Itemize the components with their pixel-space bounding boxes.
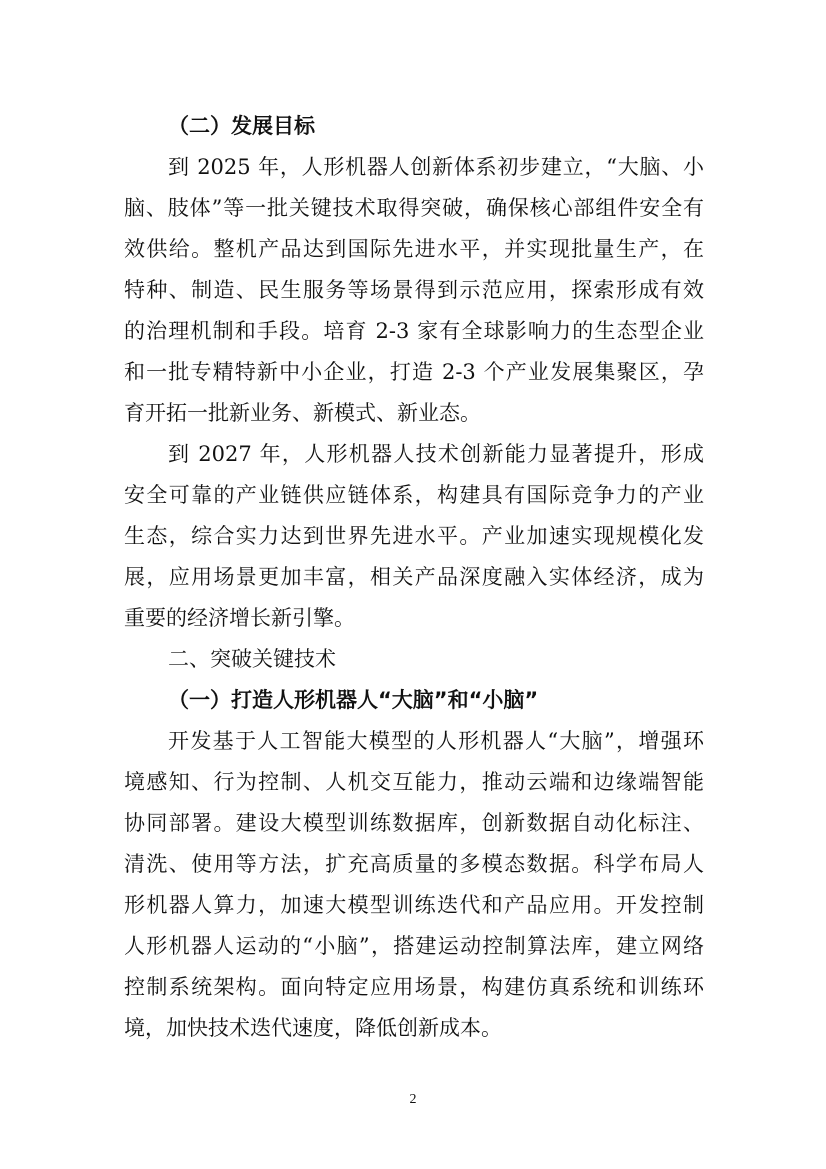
page-number: 2 <box>409 1092 417 1107</box>
paragraph-brain-line: 境，加快技术迭代速度，降低创新成本。 <box>124 1016 502 1040</box>
paragraph-2027-line: 生态，综合实力达到世界先进水平。产业加速实现规模化发 <box>124 524 704 548</box>
paragraph-2025-line: 到 2025 年，人形机器人创新体系初步建立，“大脑、小 <box>168 155 704 179</box>
paragraph-brain-line: 协同部署。建设大模型训练数据库，创新数据自动化标注、 <box>124 811 704 835</box>
paragraph-brain-line: 形机器人算力，加速大模型训练迭代和产品应用。开发控制 <box>124 893 704 917</box>
subsection-heading-brain-cerebellum: （一）打造人形机器人“大脑”和“小脑” <box>168 688 539 712</box>
paragraph-2025-line: 和一批专精特新中小企业，打造 2-3 个产业发展集聚区，孕 <box>124 360 704 384</box>
paragraph-2025-line: 脑、肢体”等一批关键技术取得突破，确保核心部组件安全有 <box>124 196 704 220</box>
paragraph-2027-line: 展，应用场景更加丰富，相关产品深度融入实体经济，成为 <box>124 565 704 589</box>
paragraph-brain-line: 清洗、使用等方法，扩充高质量的多模态数据。科学布局人 <box>124 852 704 876</box>
paragraph-2025-line: 特种、制造、民生服务等场景得到示范应用，探索形成有效 <box>124 278 704 302</box>
paragraph-2025-line: 育开拓一批新业务、新模式、新业态。 <box>124 401 481 425</box>
paragraph-2027-line: 重要的经济增长新引擎。 <box>124 606 355 630</box>
section-heading-development-goals: （二）发展目标 <box>168 114 315 138</box>
paragraph-2025-line: 的治理机制和手段。培育 2-3 家有全球影响力的生态型企业 <box>124 319 704 343</box>
paragraph-brain-line: 人形机器人运动的“小脑”，搭建运动控制算法库，建立网络 <box>124 934 704 958</box>
paragraph-2027-line: 安全可靠的产业链供应链体系，构建具有国际竞争力的产业 <box>124 483 704 507</box>
paragraph-2027-line: 到 2027 年，人形机器人技术创新能力显著提升，形成 <box>168 442 704 466</box>
section-heading-key-technologies: 二、突破关键技术 <box>168 647 336 671</box>
paragraph-brain-line: 控制系统架构。面向特定应用场景，构建仿真系统和训练环 <box>124 975 704 999</box>
paragraph-2025-line: 效供给。整机产品达到国际先进水平，并实现批量生产，在 <box>124 237 704 261</box>
paragraph-brain-line: 境感知、行为控制、人机交互能力，推动云端和边缘端智能 <box>124 770 704 794</box>
paragraph-brain-line: 开发基于人工智能大模型的人形机器人“大脑”，增强环 <box>168 729 704 753</box>
